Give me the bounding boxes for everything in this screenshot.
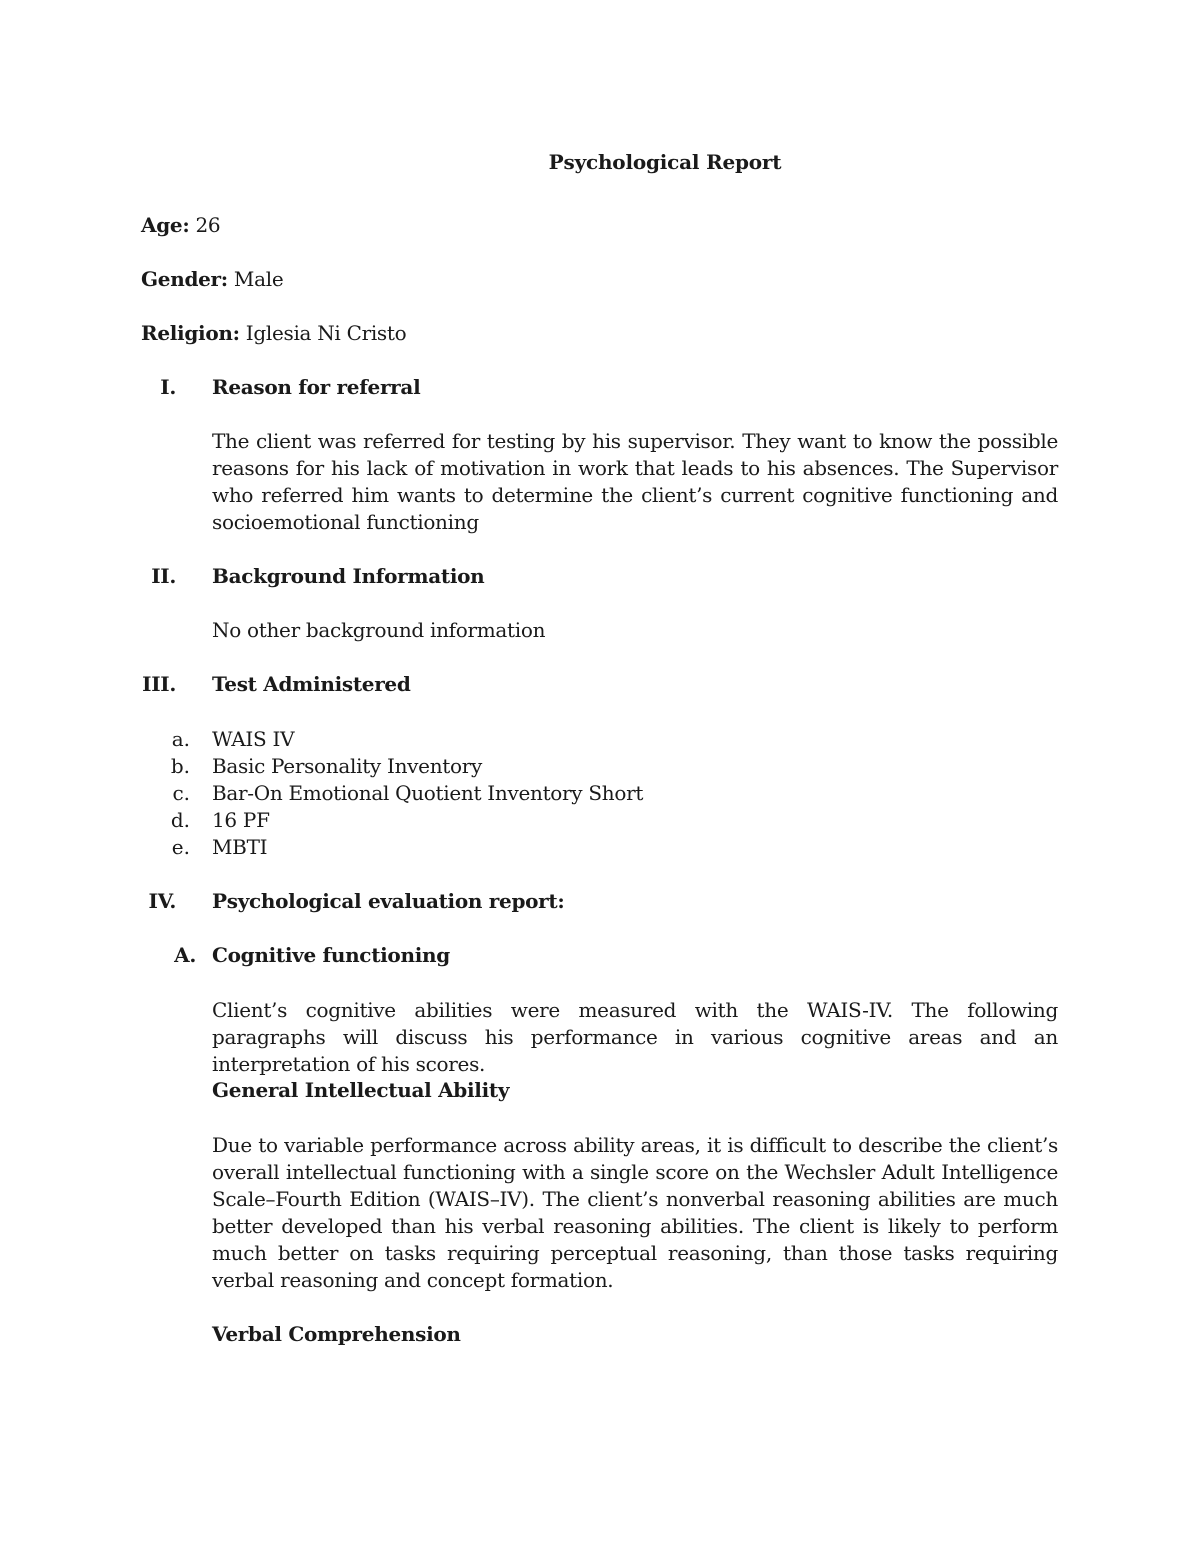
list-item: 16 PF bbox=[212, 808, 270, 832]
subsection-a-letter: A. bbox=[174, 943, 196, 967]
list-item-letter: a. bbox=[171, 727, 190, 751]
religion-field bbox=[141, 321, 406, 345]
section-2-body: No other background information bbox=[212, 618, 546, 642]
general-ability-heading: General Intellectual Ability bbox=[212, 1078, 510, 1102]
section-4-heading: Psychological evaluation report: bbox=[212, 889, 565, 913]
section-4-numeral: IV. bbox=[148, 889, 176, 913]
list-item: MBTI bbox=[212, 835, 268, 859]
subsection-a-body: Client’s cognitive abilities were measured with the WAIS-IV. The following paragraphs will discuss his performance in various cognitive areas and an interpretation of his scores. bbox=[212, 998, 1058, 1076]
section-1-heading: Reason for referral bbox=[212, 375, 421, 399]
age-value: 26 bbox=[189, 213, 221, 237]
list-item: WAIS IV bbox=[212, 727, 295, 751]
section-3-numeral: III. bbox=[142, 672, 176, 696]
general-ability-body: Due to variable performance across ability areas, it is difficult to describe the client’s overall intellectual functioning with a single score on the Wechsler Adult Intelligence Scale–Fourth Edition (WAIS–IV). The client’s nonverbal reasoning abilities are much better developed than his verbal reasoning abilities. The client is likely to perform much better on tasks requiring perceptual reasoning, than those tasks requiring verbal reasoning and concept formation. bbox=[212, 1133, 1058, 1292]
document-title: Psychological Report bbox=[548, 150, 782, 174]
gender-value: Male bbox=[227, 267, 284, 291]
section-2-numeral: II. bbox=[151, 564, 176, 588]
subsection-a-heading: Cognitive functioning bbox=[212, 943, 450, 967]
section-3-heading: Test Administered bbox=[212, 672, 411, 696]
age-label: Age: bbox=[141, 213, 190, 237]
list-item-letter: b. bbox=[170, 754, 190, 778]
age-field bbox=[141, 213, 220, 237]
gender-field bbox=[141, 267, 283, 291]
list-item-letter: c. bbox=[172, 781, 190, 805]
list-item-letter: d. bbox=[170, 808, 190, 832]
gender-label: Gender: bbox=[141, 267, 228, 291]
section-2-heading: Background Information bbox=[212, 564, 485, 588]
verbal-comprehension-heading: Verbal Comprehension bbox=[212, 1322, 461, 1346]
list-item: Bar-On Emotional Quotient Inventory Short bbox=[212, 781, 644, 805]
religion-label: Religion: bbox=[141, 321, 240, 345]
religion-value: Iglesia Ni Cristo bbox=[239, 321, 407, 345]
list-item: Basic Personality Inventory bbox=[212, 754, 483, 778]
list-item-letter: e. bbox=[171, 835, 190, 859]
section-1-numeral: I. bbox=[160, 375, 176, 399]
section-1-body: The client was referred for testing by his supervisor. They want to know the possible reasons for his lack of motivation in work that leads to his absences. The Supervisor who referred him wants to determine the client’s current cognitive functioning and socioemotional functioning bbox=[212, 429, 1058, 534]
